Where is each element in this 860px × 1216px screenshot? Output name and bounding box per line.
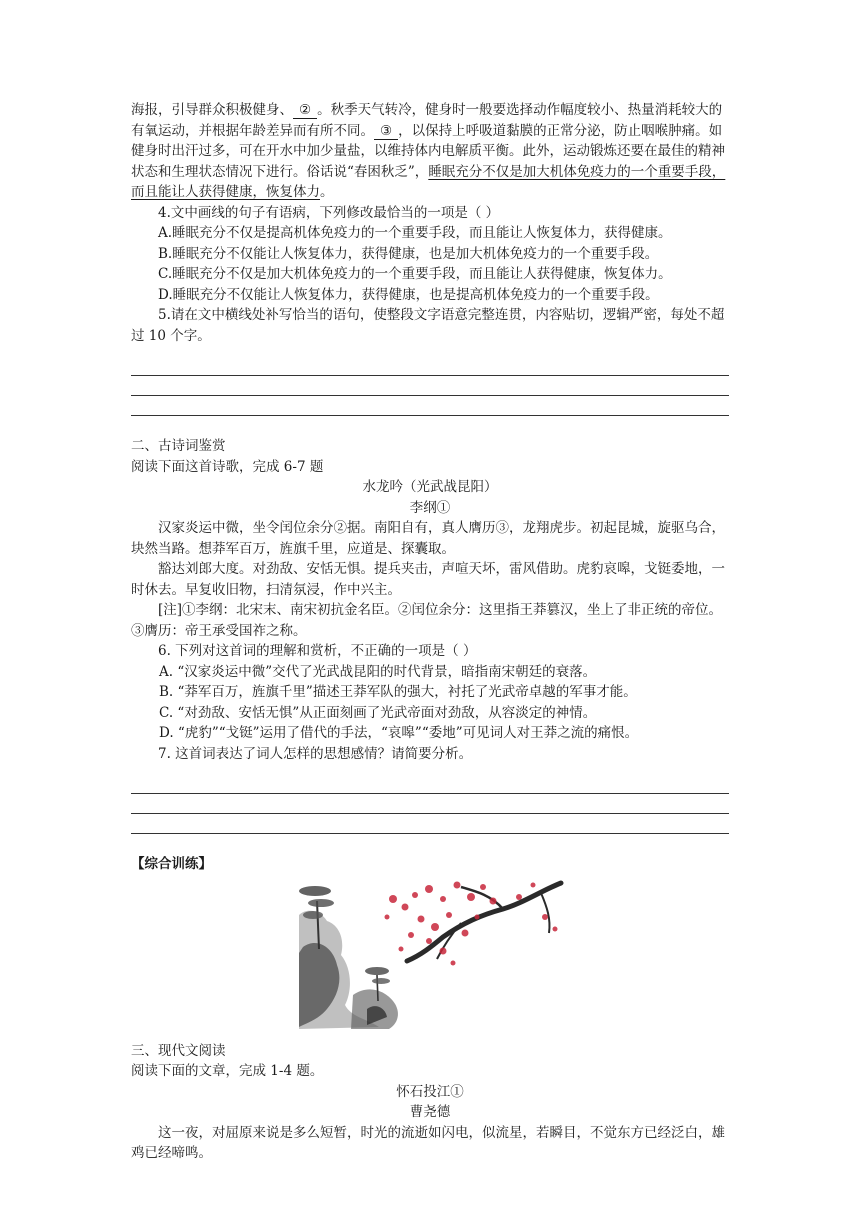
poetry-instruction: 阅读下面这首诗歌，完成 6-7 题 — [131, 458, 324, 475]
article-paragraph-1: 这一夜，对屈原来说是多么短暂，时光的流逝如闪电，似流星，若瞬目，不觉东方已经泛白，雄鸡已经啼鸣。 — [131, 1124, 725, 1161]
answer-lines-q7[interactable] — [131, 774, 729, 834]
q4-option-a[interactable]: A.睡眠充分不仅是提高机体免疫力的一个重要手段，而且能让人恢复体力，获得健康。 — [158, 225, 672, 241]
article-author: 曹尧德 — [409, 1104, 451, 1120]
poem-title: 水龙吟（光武战昆阳） — [362, 479, 498, 495]
text-span: 。 — [320, 184, 334, 200]
text-span: 海报，引导群众积极健身、 — [131, 102, 293, 118]
q4-option-c[interactable]: C.睡眠充分不仅是加大机体免疫力的一个重要手段，而且能让人获得健康，恢复体力。 — [158, 266, 672, 282]
reading-instruction: 阅读下面的文章，完成 1-4 题。 — [131, 1063, 324, 1079]
ink-landscape-image — [131, 877, 729, 1037]
poem-stanza-2: 豁达刘郎大度。对劲敌、安恬无惧。提兵夹击，声喧天坏，雷风借助。虎豹哀嗥，戈铤委地，一时休去。早复收旧物，扫清氛浸，作中兴主。 — [131, 561, 725, 598]
section-label-comprehensive: 【综合训练】 — [131, 856, 212, 872]
answer-line[interactable] — [131, 814, 729, 834]
section-heading-reading: 三、现代文阅读 — [131, 1042, 226, 1059]
question-4: 4.文中画线的句子有语病，下列修改最恰当的一项是（ ） — [158, 204, 500, 221]
q6-option-b[interactable]: B. “莽军百万，旌旗千里”描述王莽军队的强大，衬托了光武帝卓越的军事才能。 — [159, 684, 637, 700]
text-span: 。秋季天气转冷，健身时一般要选择动作幅度较小、热量消耗较大的有氧运动，并根据年龄差异而有所不同。 — [131, 102, 723, 139]
answer-line[interactable] — [131, 356, 729, 376]
answer-line[interactable] — [131, 794, 729, 814]
section-heading-poetry: 二、古诗词鉴赏 — [131, 438, 226, 454]
poem-stanza-1: 汉家炎运中微，坐令闰位余分②据。南阳自有，真人膺历③，龙翔虎步。初起昆城，旋驱乌合，块然当路。想莽军百万，旌旗千里，应道是、探囊取。 — [131, 520, 725, 557]
text-span: ，以保持上呼吸道黏膜的正常分泌，防止咽喉肿痛。如健身时出汗过多，可在开水中加少量盐，以维持体内电解质平衡。此外，运动锻炼还要在最佳的精神状态和生理状态情况下进行。俗话说“春困秋乏”， — [131, 122, 725, 180]
answer-blank-3[interactable]: ③ — [374, 123, 398, 140]
q6-option-c[interactable]: C. “对劲敌、安恬无惧”从正面刻画了光武帝面对劲敌，从容淡定的神情。 — [159, 704, 597, 721]
q4-option-d[interactable]: D.睡眠充分不仅能让人恢复体力，获得健康，也是提高机体免疫力的一个重要手段。 — [158, 286, 659, 303]
answer-blank-2[interactable]: ② — [293, 102, 317, 119]
answer-line[interactable] — [131, 376, 729, 396]
poem-author: 李纲① — [409, 499, 451, 516]
q4-option-b[interactable]: B.睡眠充分不仅能让人恢复体力，获得健康，也是加大机体免疫力的一个重要手段。 — [158, 245, 659, 262]
poem-notes: [注]①李纲：北宋末、南宋初抗金名臣。②闰位余分：这里指王莽篡汉，坐上了非正统的帝位。③膺历：帝王承受国祚之称。 — [131, 602, 723, 639]
underlined-sentence: 睡眠充分不仅是加大机体免疫力的一个重要手段，而且能让人获得健康，恢复体力 — [131, 163, 726, 200]
answer-lines-q5[interactable] — [131, 356, 729, 416]
document-page — [131, 100, 729, 1164]
answer-line[interactable] — [131, 774, 729, 794]
ink-painting-illustration — [131, 877, 729, 1037]
q6-option-a[interactable]: A. “汉家炎运中微”交代了光武战昆阳的时代背景，暗指南宋朝廷的衰落。 — [159, 663, 597, 680]
q6-option-d[interactable]: D. “虎豹”“戈铤”运用了借代的手法，“哀嗥”“委地”可见词人对王莽之流的痛恨。 — [159, 725, 639, 741]
question-6: 6. 下列对这首词的理解和赏析，不正确的一项是（ ） — [158, 643, 477, 659]
passage-paragraph — [131, 100, 729, 203]
article-title: 怀石投江① — [396, 1083, 464, 1100]
question-5: 5.请在文中横线处补写恰当的语句，使整段文字语意完整连贯，内容贴切，逻辑严密，每处不超过 10 个字。 — [131, 307, 725, 344]
answer-line[interactable] — [131, 396, 729, 416]
question-7: 7. 这首词表达了词人怎样的思想感情？请简要分析。 — [158, 745, 473, 762]
